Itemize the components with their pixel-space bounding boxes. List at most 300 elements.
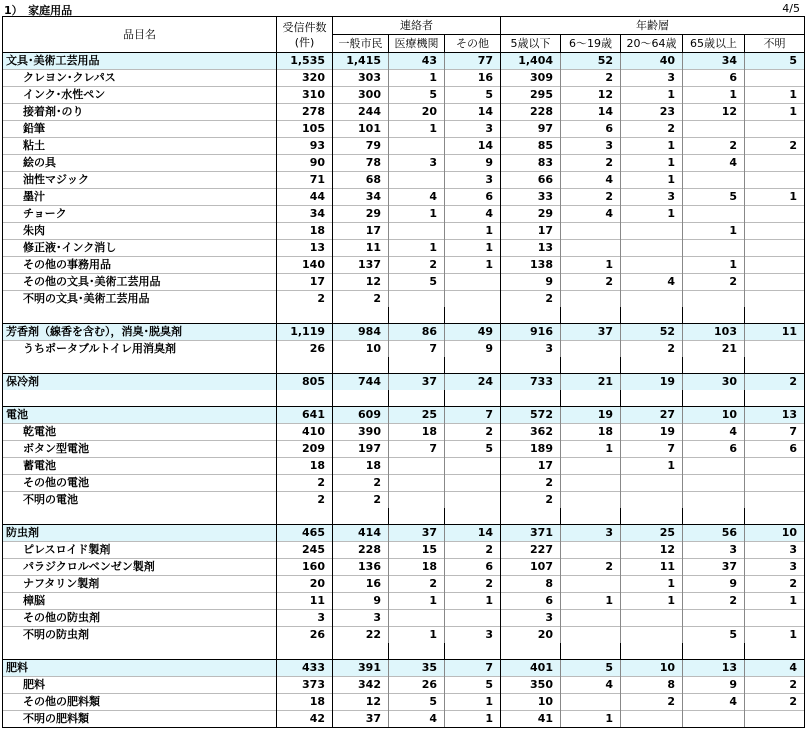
value-cell: 6: [683, 70, 745, 87]
item-name: 蓄電池: [3, 458, 277, 475]
value-cell: 1,535: [277, 53, 333, 70]
value-cell: 1: [621, 172, 683, 189]
value-cell: 1: [389, 240, 445, 257]
value-cell: [445, 610, 501, 627]
value-cell: [561, 610, 621, 627]
value-cell: 9: [445, 341, 501, 358]
value-cell: 3: [501, 341, 561, 358]
value-cell: 320: [277, 70, 333, 87]
value-cell: 1: [683, 257, 745, 274]
value-cell: 20: [389, 104, 445, 121]
value-cell: 1: [389, 70, 445, 87]
value-cell: 2: [745, 576, 805, 593]
value-cell: 245: [277, 542, 333, 559]
value-cell: 17: [277, 274, 333, 291]
value-cell: 3: [389, 155, 445, 172]
poison-inquiry-table: [2, 16, 805, 728]
value-cell: [621, 492, 683, 509]
value-cell: 1: [621, 593, 683, 610]
item-name: ピレスロイド製剤: [3, 542, 277, 559]
value-cell: 1: [561, 257, 621, 274]
spacer-cell: [389, 643, 445, 660]
value-cell: [445, 475, 501, 492]
value-cell: 1: [621, 206, 683, 223]
item-name: その他の肥料類: [3, 694, 277, 711]
spacer-cell: [745, 307, 805, 324]
value-cell: 26: [389, 677, 445, 694]
item-name: 肥料: [3, 677, 277, 694]
value-cell: 1: [621, 87, 683, 104]
value-cell: 3: [445, 121, 501, 138]
value-cell: [561, 458, 621, 475]
value-cell: [445, 492, 501, 509]
value-cell: 105: [277, 121, 333, 138]
value-cell: 8: [621, 677, 683, 694]
value-cell: [561, 694, 621, 711]
value-cell: 107: [501, 559, 561, 576]
spacer-cell: [333, 390, 389, 407]
category-name: 電池: [3, 407, 277, 424]
value-cell: 7: [445, 660, 501, 677]
value-cell: 2: [445, 542, 501, 559]
item-row: [3, 694, 805, 711]
value-cell: 2: [745, 694, 805, 711]
value-cell: 4: [561, 206, 621, 223]
item-row: [3, 492, 805, 509]
spacer-cell: [745, 390, 805, 407]
spacer-cell: [277, 643, 333, 660]
item-row: [3, 610, 805, 627]
value-cell: 300: [333, 87, 389, 104]
spacer-row: [3, 390, 805, 407]
item-name: 朱肉: [3, 223, 277, 240]
item-row: [3, 274, 805, 291]
value-cell: 17: [501, 458, 561, 475]
item-name: その他の電池: [3, 475, 277, 492]
value-cell: 18: [561, 424, 621, 441]
value-cell: 5: [445, 441, 501, 458]
value-cell: 103: [683, 324, 745, 341]
category-name: 保冷剤: [3, 374, 277, 391]
value-cell: 18: [389, 559, 445, 576]
value-cell: 1: [561, 441, 621, 458]
value-cell: 4: [621, 274, 683, 291]
spacer-cell: [3, 307, 277, 324]
value-cell: 7: [445, 407, 501, 424]
value-cell: 3: [501, 610, 561, 627]
item-row: [3, 223, 805, 240]
value-cell: 10: [501, 694, 561, 711]
value-cell: 805: [277, 374, 333, 391]
value-cell: [745, 711, 805, 728]
value-cell: 391: [333, 660, 389, 677]
value-cell: [745, 121, 805, 138]
value-cell: 29: [501, 206, 561, 223]
value-cell: 2: [683, 274, 745, 291]
value-cell: 160: [277, 559, 333, 576]
value-cell: 6: [561, 121, 621, 138]
value-cell: 49: [445, 324, 501, 341]
value-cell: 2: [621, 341, 683, 358]
spacer-cell: [745, 643, 805, 660]
value-cell: [389, 492, 445, 509]
value-cell: 244: [333, 104, 389, 121]
value-cell: [389, 610, 445, 627]
spacer-cell: [389, 390, 445, 407]
value-cell: 2: [683, 138, 745, 155]
value-cell: 1,119: [277, 324, 333, 341]
spacer-cell: [621, 390, 683, 407]
value-cell: 13: [745, 407, 805, 424]
value-cell: 2: [277, 492, 333, 509]
value-cell: 19: [621, 374, 683, 391]
value-cell: 37: [389, 525, 445, 542]
value-cell: 1: [621, 155, 683, 172]
value-cell: 20: [277, 576, 333, 593]
value-cell: 5: [683, 627, 745, 644]
value-cell: 85: [501, 138, 561, 155]
table-header: [3, 17, 805, 53]
spacer-cell: [3, 357, 277, 374]
value-cell: 18: [277, 458, 333, 475]
value-cell: 16: [333, 576, 389, 593]
item-name: 乾電池: [3, 424, 277, 441]
value-cell: [745, 458, 805, 475]
value-cell: [683, 240, 745, 257]
value-cell: 6: [445, 189, 501, 206]
value-cell: 68: [333, 172, 389, 189]
value-cell: 18: [389, 424, 445, 441]
value-cell: 16: [445, 70, 501, 87]
value-cell: 227: [501, 542, 561, 559]
value-cell: 1: [745, 189, 805, 206]
spacer-cell: [389, 357, 445, 374]
item-row: [3, 257, 805, 274]
spacer-row: [3, 307, 805, 324]
value-cell: 3: [445, 627, 501, 644]
value-cell: 1: [389, 627, 445, 644]
value-cell: 5: [683, 189, 745, 206]
item-row: [3, 475, 805, 492]
value-cell: [621, 240, 683, 257]
value-cell: [683, 458, 745, 475]
spacer-cell: [561, 307, 621, 324]
value-cell: 1: [683, 87, 745, 104]
value-cell: 1: [745, 593, 805, 610]
item-row: [3, 559, 805, 576]
value-cell: 3: [561, 138, 621, 155]
spacer-cell: [277, 357, 333, 374]
value-cell: 4: [445, 206, 501, 223]
value-cell: 1: [389, 121, 445, 138]
value-cell: [445, 274, 501, 291]
value-cell: 2: [501, 492, 561, 509]
header-bar: [0, 0, 806, 16]
value-cell: 11: [277, 593, 333, 610]
value-cell: 371: [501, 525, 561, 542]
value-cell: 11: [621, 559, 683, 576]
value-cell: 17: [333, 223, 389, 240]
value-cell: 4: [745, 660, 805, 677]
value-cell: 5: [389, 274, 445, 291]
value-cell: 641: [277, 407, 333, 424]
value-cell: 1: [445, 240, 501, 257]
value-cell: 37: [561, 324, 621, 341]
item-name: クレヨン･クレパス: [3, 70, 277, 87]
value-cell: 2: [621, 694, 683, 711]
value-cell: 25: [389, 407, 445, 424]
table-body: [3, 53, 805, 728]
item-row: [3, 206, 805, 223]
value-cell: 572: [501, 407, 561, 424]
item-name: 墨汁: [3, 189, 277, 206]
value-cell: 13: [683, 660, 745, 677]
spacer-row: [3, 643, 805, 660]
value-cell: 2: [501, 291, 561, 308]
header-received-count: 受信件数 (件): [277, 17, 333, 53]
value-cell: 303: [333, 70, 389, 87]
spacer-cell: [333, 508, 389, 525]
value-cell: 40: [621, 53, 683, 70]
value-cell: 744: [333, 374, 389, 391]
item-name: 接着剤･のり: [3, 104, 277, 121]
value-cell: 14: [561, 104, 621, 121]
value-cell: 4: [683, 694, 745, 711]
value-cell: [621, 257, 683, 274]
value-cell: 19: [621, 424, 683, 441]
header-contact-group: 連絡者: [333, 17, 501, 35]
value-cell: 26: [277, 341, 333, 358]
value-cell: 350: [501, 677, 561, 694]
item-row: [3, 70, 805, 87]
value-cell: [683, 172, 745, 189]
spacer-cell: [445, 390, 501, 407]
value-cell: 1: [621, 458, 683, 475]
value-cell: 228: [333, 542, 389, 559]
value-cell: 228: [501, 104, 561, 121]
value-cell: 733: [501, 374, 561, 391]
spacer-cell: [277, 307, 333, 324]
value-cell: 295: [501, 87, 561, 104]
value-cell: 1,404: [501, 53, 561, 70]
value-cell: 77: [445, 53, 501, 70]
value-cell: 19: [561, 407, 621, 424]
value-cell: 52: [561, 53, 621, 70]
value-cell: 2: [445, 576, 501, 593]
value-cell: 20: [501, 627, 561, 644]
value-cell: 78: [333, 155, 389, 172]
value-cell: [745, 240, 805, 257]
spacer-cell: [277, 508, 333, 525]
value-cell: 2: [333, 475, 389, 492]
value-cell: 5: [445, 87, 501, 104]
value-cell: 373: [277, 677, 333, 694]
value-cell: 3: [277, 610, 333, 627]
value-cell: [745, 492, 805, 509]
item-name: 修正液･インク消し: [3, 240, 277, 257]
header-other-contact: その他: [445, 35, 501, 53]
spacer-cell: [3, 643, 277, 660]
item-row: [3, 155, 805, 172]
item-name: その他の事務用品: [3, 257, 277, 274]
value-cell: 2: [561, 70, 621, 87]
value-cell: 66: [501, 172, 561, 189]
value-cell: 1: [745, 104, 805, 121]
value-cell: 1: [621, 138, 683, 155]
value-cell: 1: [445, 593, 501, 610]
value-cell: 18: [277, 694, 333, 711]
value-cell: 2: [621, 121, 683, 138]
value-cell: [389, 138, 445, 155]
value-cell: 23: [621, 104, 683, 121]
value-cell: [683, 492, 745, 509]
value-cell: 56: [683, 525, 745, 542]
value-cell: 9: [333, 593, 389, 610]
item-row: [3, 424, 805, 441]
value-cell: [621, 291, 683, 308]
value-cell: 4: [561, 172, 621, 189]
value-cell: 11: [333, 240, 389, 257]
value-cell: [745, 206, 805, 223]
value-cell: 90: [277, 155, 333, 172]
header-age-group: 年齢層: [501, 17, 805, 35]
value-cell: 7: [745, 424, 805, 441]
value-cell: 12: [333, 274, 389, 291]
spacer-cell: [561, 390, 621, 407]
value-cell: 21: [683, 341, 745, 358]
value-cell: [683, 711, 745, 728]
value-cell: 609: [333, 407, 389, 424]
item-row: [3, 121, 805, 138]
value-cell: 1,415: [333, 53, 389, 70]
spacer-cell: [621, 508, 683, 525]
section-title: 1） 家庭用品: [4, 4, 73, 17]
item-name: その他の文具･美術工芸用品: [3, 274, 277, 291]
value-cell: 12: [621, 542, 683, 559]
value-cell: [389, 291, 445, 308]
value-cell: 433: [277, 660, 333, 677]
value-cell: 362: [501, 424, 561, 441]
spacer-cell: [333, 643, 389, 660]
value-cell: 30: [683, 374, 745, 391]
value-cell: [561, 223, 621, 240]
value-cell: 5: [745, 53, 805, 70]
item-name: 樟脳: [3, 593, 277, 610]
value-cell: 34: [277, 206, 333, 223]
value-cell: [745, 257, 805, 274]
value-cell: 984: [333, 324, 389, 341]
value-cell: [683, 121, 745, 138]
value-cell: 12: [683, 104, 745, 121]
value-cell: 6: [501, 593, 561, 610]
spacer-cell: [683, 357, 745, 374]
value-cell: 26: [277, 627, 333, 644]
value-cell: 2: [389, 576, 445, 593]
header-medical-institution: 医療機関: [389, 35, 445, 53]
value-cell: 2: [561, 559, 621, 576]
category-name: 肥料: [3, 660, 277, 677]
value-cell: 5: [389, 694, 445, 711]
value-cell: 189: [501, 441, 561, 458]
value-cell: 52: [621, 324, 683, 341]
value-cell: 11: [745, 324, 805, 341]
value-cell: 10: [621, 660, 683, 677]
value-cell: 2: [333, 291, 389, 308]
item-row: [3, 441, 805, 458]
category-row: [3, 525, 805, 542]
spacer-cell: [561, 508, 621, 525]
value-cell: [389, 458, 445, 475]
value-cell: 1: [445, 711, 501, 728]
spacer-cell: [445, 508, 501, 525]
spacer-cell: [683, 307, 745, 324]
item-name: 粘土: [3, 138, 277, 155]
value-cell: 2: [333, 492, 389, 509]
value-cell: 37: [333, 711, 389, 728]
value-cell: 15: [389, 542, 445, 559]
item-row: [3, 677, 805, 694]
spacer-cell: [277, 390, 333, 407]
spacer-cell: [445, 357, 501, 374]
value-cell: [745, 274, 805, 291]
spacer-cell: [561, 357, 621, 374]
value-cell: 29: [333, 206, 389, 223]
category-row: [3, 324, 805, 341]
item-row: [3, 576, 805, 593]
value-cell: 2: [561, 274, 621, 291]
item-name: 不明の文具･美術工芸用品: [3, 291, 277, 308]
value-cell: 27: [621, 407, 683, 424]
value-cell: [745, 172, 805, 189]
value-cell: 4: [561, 677, 621, 694]
value-cell: 278: [277, 104, 333, 121]
value-cell: [745, 475, 805, 492]
value-cell: [561, 341, 621, 358]
value-cell: 9: [445, 155, 501, 172]
value-cell: [745, 341, 805, 358]
category-name: 防虫剤: [3, 525, 277, 542]
item-name: インク･水性ペン: [3, 87, 277, 104]
spacer-cell: [333, 307, 389, 324]
category-row: [3, 374, 805, 391]
item-row: [3, 87, 805, 104]
item-row: [3, 172, 805, 189]
value-cell: [561, 475, 621, 492]
spacer-cell: [683, 508, 745, 525]
spacer-cell: [389, 508, 445, 525]
value-cell: 6: [745, 441, 805, 458]
value-cell: 10: [333, 341, 389, 358]
value-cell: 1: [389, 593, 445, 610]
value-cell: [745, 223, 805, 240]
value-cell: [745, 291, 805, 308]
value-cell: 24: [445, 374, 501, 391]
value-cell: 1: [683, 223, 745, 240]
value-cell: 12: [333, 694, 389, 711]
value-cell: 1: [389, 206, 445, 223]
value-cell: 465: [277, 525, 333, 542]
value-cell: 1: [561, 711, 621, 728]
item-row: [3, 627, 805, 644]
value-cell: 6: [683, 441, 745, 458]
value-cell: 2: [389, 257, 445, 274]
value-cell: 1: [745, 87, 805, 104]
value-cell: 37: [683, 559, 745, 576]
spacer-cell: [445, 307, 501, 324]
item-row: [3, 458, 805, 475]
value-cell: 3: [745, 559, 805, 576]
item-name: 不明の電池: [3, 492, 277, 509]
